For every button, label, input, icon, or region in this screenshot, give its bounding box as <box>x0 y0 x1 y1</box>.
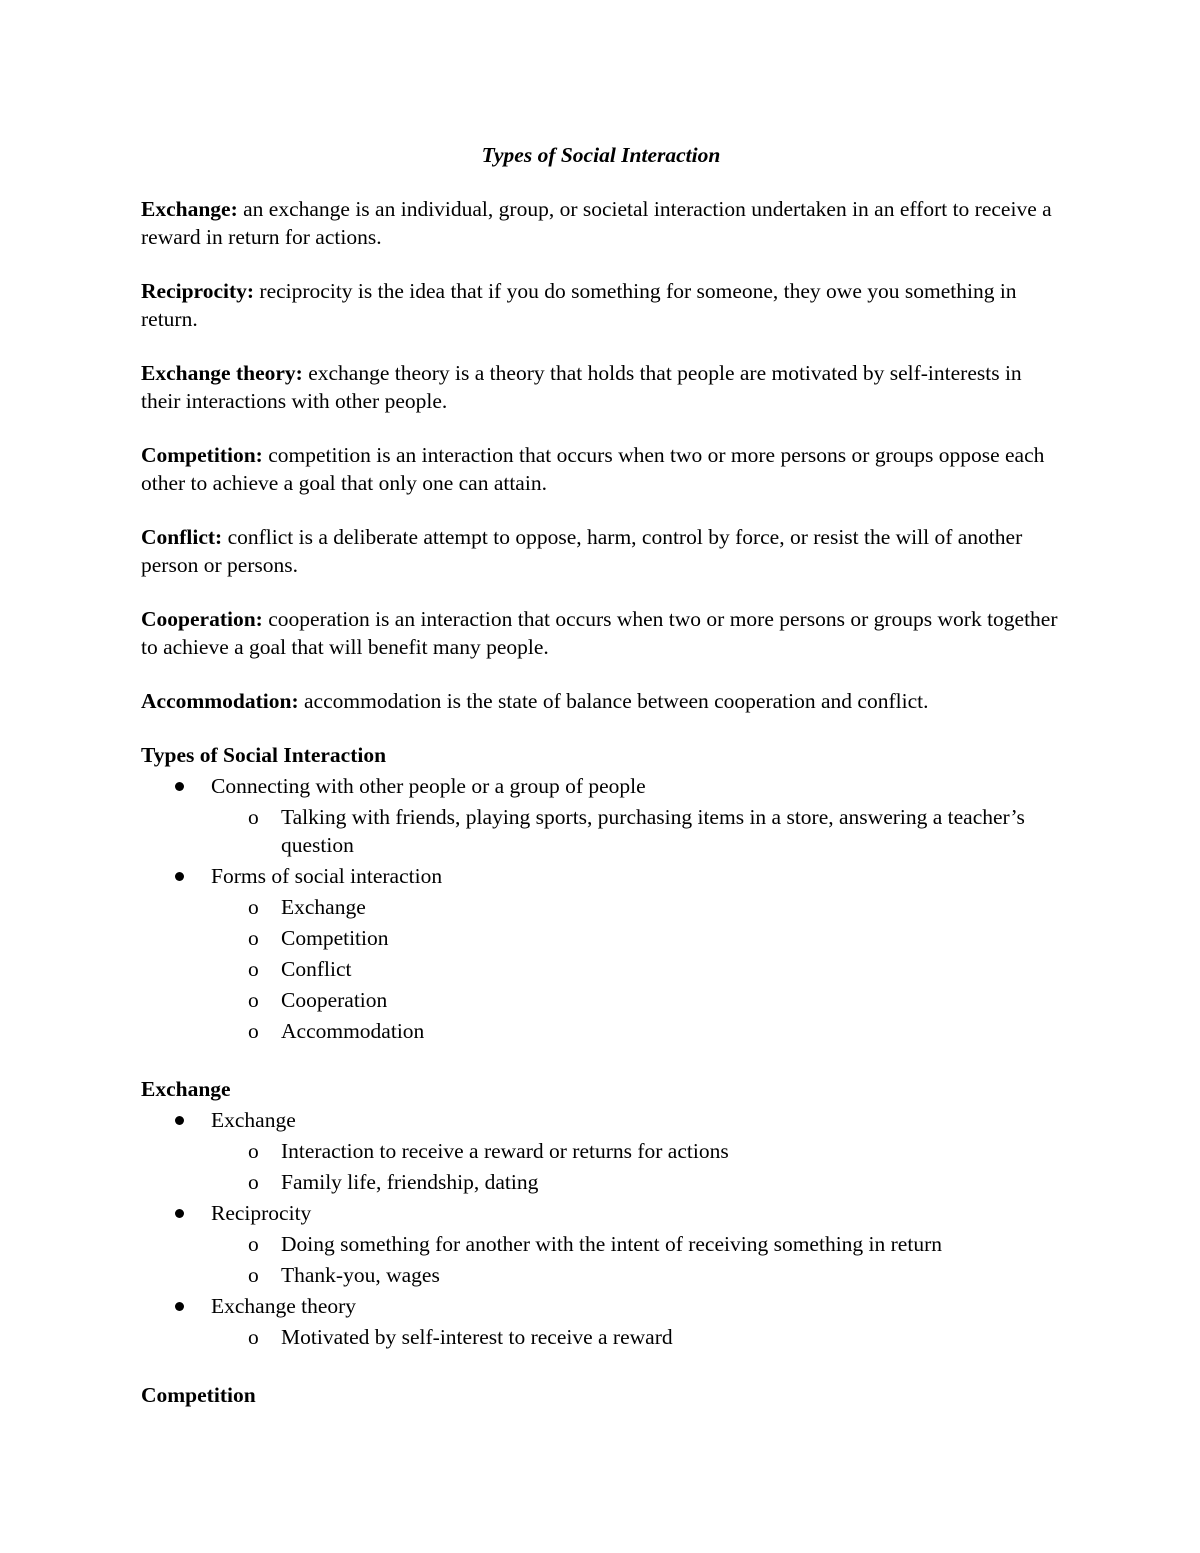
definition-text: cooperation is an interaction that occurs when two or more persons or groups work together to achieve a goal that will benefit many people. <box>141 607 1058 659</box>
sub-list <box>211 1137 1061 1196</box>
section-exchange <box>141 1075 1061 1351</box>
definition-term: Competition: <box>141 443 263 467</box>
bullet-icon <box>175 872 184 881</box>
definitions-list <box>141 195 1061 715</box>
bullet-icon <box>175 1302 184 1311</box>
definition-cooperation <box>141 605 1061 661</box>
definition-exchange <box>141 195 1061 251</box>
sub-list <box>211 1230 1061 1289</box>
definition-term: Reciprocity: <box>141 279 255 303</box>
sub-bullet-icon: o <box>248 1170 259 1194</box>
sub-item <box>211 803 1061 859</box>
section-heading: Exchange <box>141 1077 231 1101</box>
sub-bullet-icon: o <box>248 1019 259 1043</box>
bullet-text: Exchange theory <box>211 1294 357 1318</box>
sub-text: Thank-you, wages <box>281 1263 440 1287</box>
sub-item <box>211 893 1061 921</box>
definition-term: Exchange theory: <box>141 361 303 385</box>
sub-text: Cooperation <box>281 988 388 1012</box>
sub-item <box>211 1137 1061 1165</box>
definition-conflict <box>141 523 1061 579</box>
sub-item <box>211 1230 1061 1258</box>
definition-text: accommodation is the state of balance between cooperation and conflict. <box>304 689 929 713</box>
sub-bullet-icon: o <box>248 805 259 829</box>
sub-text: Doing something for another with the intent of receiving something in return <box>281 1232 942 1256</box>
bullet-text: Exchange <box>211 1108 296 1132</box>
bullet-icon <box>175 782 184 791</box>
sub-bullet-icon: o <box>248 1263 259 1287</box>
sub-list <box>211 803 1061 859</box>
definition-text: conflict is a deliberate attempt to oppose, harm, control by force, or resist the will of another person or persons. <box>141 525 1023 577</box>
sub-item <box>211 955 1061 983</box>
sub-bullet-icon: o <box>248 1139 259 1163</box>
sub-item <box>211 1323 1061 1351</box>
sub-bullet-icon: o <box>248 957 259 981</box>
sub-list <box>211 893 1061 1045</box>
bullet-list <box>141 772 1061 1045</box>
document-page <box>141 141 1061 1412</box>
section-heading-competition: Competition <box>141 1383 256 1407</box>
sub-text: Talking with friends, playing sports, purchasing items in a store, answering a teacher’s question <box>281 805 1025 857</box>
definition-accommodation <box>141 687 1061 715</box>
definition-reciprocity <box>141 277 1061 333</box>
definition-text: reciprocity is the idea that if you do something for someone, they owe you something in return. <box>141 279 1017 331</box>
sub-text: Exchange <box>281 895 366 919</box>
bullet-item <box>141 772 1061 859</box>
definition-term: Accommodation: <box>141 689 299 713</box>
section-types-of-social-interaction <box>141 741 1061 1045</box>
bullet-icon <box>175 1116 184 1125</box>
sub-text: Family life, friendship, dating <box>281 1170 539 1194</box>
definition-exchange-theory <box>141 359 1061 415</box>
bullet-item <box>141 1106 1061 1196</box>
sub-text: Competition <box>281 926 389 950</box>
sub-item <box>211 1017 1061 1045</box>
bullet-list <box>141 1106 1061 1351</box>
sub-text: Motivated by self-interest to receive a reward <box>281 1325 673 1349</box>
definition-term: Cooperation: <box>141 607 263 631</box>
sub-bullet-icon: o <box>248 895 259 919</box>
bullet-text: Connecting with other people or a group of people <box>211 774 646 798</box>
definition-text: exchange theory is a theory that holds that people are motivated by self-interests in their interactions with other people. <box>141 361 1022 413</box>
sub-list <box>211 1323 1061 1351</box>
sub-bullet-icon: o <box>248 1325 259 1349</box>
definition-competition <box>141 441 1061 497</box>
bullet-text: Forms of social interaction <box>211 864 443 888</box>
sub-item <box>211 1168 1061 1196</box>
sub-bullet-icon: o <box>248 988 259 1012</box>
bullet-item <box>141 1292 1061 1351</box>
bullet-text: Reciprocity <box>211 1201 312 1225</box>
sub-text: Accommodation <box>281 1019 425 1043</box>
sub-text: Interaction to receive a reward or returns for actions <box>281 1139 729 1163</box>
document-title: Types of Social Interaction <box>481 143 721 167</box>
sub-text: Conflict <box>281 957 352 981</box>
definition-text: an exchange is an individual, group, or societal interaction undertaken in an effort to receive a reward in return for actions. <box>141 197 1052 249</box>
bullet-icon <box>175 1209 184 1218</box>
bullet-item <box>141 862 1061 1045</box>
definition-term: Conflict: <box>141 525 223 549</box>
sub-item <box>211 1261 1061 1289</box>
section-heading: Types of Social Interaction <box>141 743 387 767</box>
bullet-item <box>141 1199 1061 1289</box>
sub-bullet-icon: o <box>248 1232 259 1256</box>
sub-bullet-icon: o <box>248 926 259 950</box>
sub-item <box>211 924 1061 952</box>
definition-text: competition is an interaction that occurs when two or more persons or groups oppose each other to achieve a goal that only one can attain. <box>141 443 1045 495</box>
sub-item <box>211 986 1061 1014</box>
definition-term: Exchange: <box>141 197 238 221</box>
